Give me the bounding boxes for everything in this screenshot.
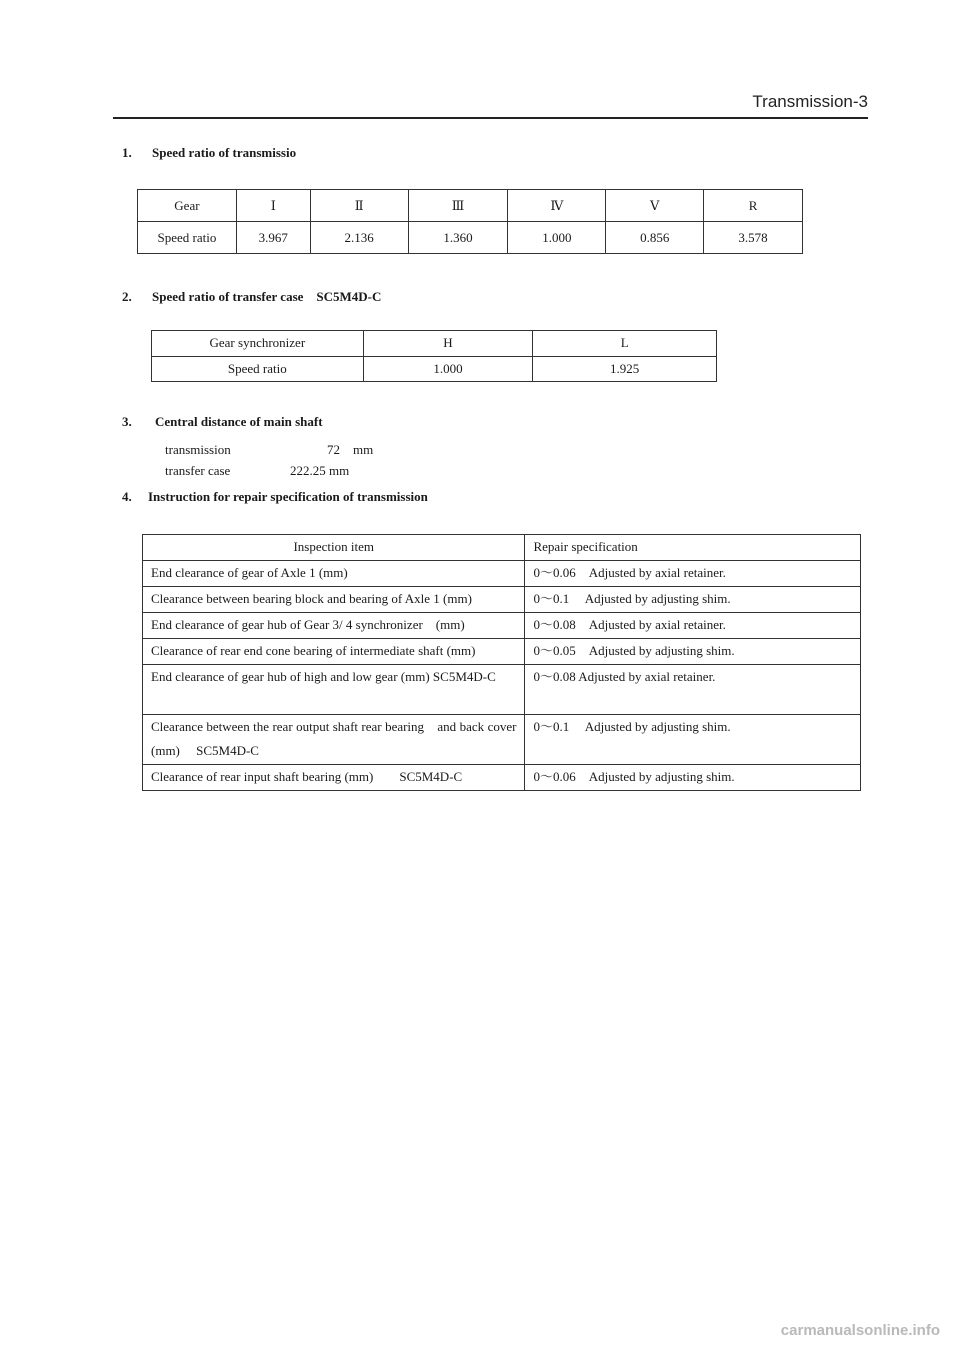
section-4-title: Instruction for repair specification of transmission — [148, 489, 428, 504]
section-2-heading — [122, 286, 381, 305]
distance-value: 222.25 mm — [290, 463, 350, 478]
repair-spec-cell: 0～0.08 Adjusted by axial retainer. — [525, 665, 861, 715]
distance-label: transmission — [165, 442, 231, 457]
section-3-number: 3. — [122, 414, 132, 429]
header-rule — [113, 117, 868, 119]
section-1-number: 1. — [122, 145, 132, 160]
column-header-inspection-item: Inspection item — [143, 535, 525, 561]
repair-spec-cell: 0～0.08 Adjusted by axial retainer. — [525, 613, 861, 639]
inspection-item-cell: Clearance between bearing block and bearing of Axle 1 (mm) — [143, 587, 525, 613]
repair-spec-cell: 0～0.06 Adjusted by axial retainer. — [525, 561, 861, 587]
repair-spec-cell: 0～0.05 Adjusted by adjusting shim. — [525, 639, 861, 665]
speed-ratio-row-label: Speed ratio — [138, 222, 237, 254]
inspection-item-cell: End clearance of gear hub of Gear 3/ 4 synchronizer (mm) — [143, 613, 525, 639]
ratio-cell: 1.000 — [508, 222, 606, 254]
distance-label: transfer case — [165, 463, 231, 478]
table-row — [143, 715, 861, 765]
transmission-ratio-table — [137, 189, 803, 254]
speed-ratio-row — [152, 356, 717, 382]
speed-ratio-row — [138, 222, 803, 254]
page-header-title: Transmission-3 — [752, 92, 868, 111]
gear-cell: Ⅲ — [408, 190, 508, 222]
repair-spec-table — [142, 534, 861, 791]
ratio-cell: 3.578 — [704, 222, 803, 254]
repair-spec-cell: 0～0.06 Adjusted by adjusting shim. — [525, 765, 861, 791]
table-row — [143, 587, 861, 613]
table-row — [143, 639, 861, 665]
gear-row-label: Gear — [138, 190, 237, 222]
table-row — [143, 613, 861, 639]
ratio-cell: 3.967 — [236, 222, 310, 254]
section-2-number: 2. — [122, 289, 132, 304]
gear-cell: H — [363, 331, 533, 357]
distance-item-transfer-case — [165, 463, 349, 479]
ratio-cell: 1.925 — [533, 356, 717, 382]
ratio-cell: 2.136 — [310, 222, 408, 254]
section-3-title: Central distance of main shaft — [155, 414, 323, 429]
section-4-heading — [122, 489, 428, 505]
watermark-text: carmanualsonline.info — [780, 1322, 940, 1339]
gear-cell: R — [704, 190, 803, 222]
column-header-repair-specification: Repair specification — [525, 535, 861, 561]
inspection-item-cell: Clearance of rear input shaft bearing (mm) SC5M4D-C — [143, 765, 525, 791]
ratio-cell: 0.856 — [606, 222, 704, 254]
inspection-item-cell: Clearance between the rear output shaft rear bearing and back cover (mm) SC5M4D-C — [143, 715, 525, 765]
transfer-case-ratio-table — [151, 330, 717, 382]
inspection-item-cell: End clearance of gear of Axle 1 (mm) — [143, 561, 525, 587]
ratio-cell: 1.360 — [408, 222, 508, 254]
gear-cell: Ⅳ — [508, 190, 606, 222]
section-1-title: Speed ratio of transmissio — [152, 145, 297, 160]
section-1-heading — [122, 145, 296, 161]
table-row — [143, 765, 861, 791]
synchronizer-row — [152, 331, 717, 357]
inspection-item-cell: End clearance of gear hub of high and low gear (mm) SC5M4D-C — [143, 665, 525, 715]
repair-spec-cell: 0～0.1 Adjusted by adjusting shim. — [525, 587, 861, 613]
section-4-number: 4. — [122, 489, 132, 504]
table-header-row — [143, 535, 861, 561]
speed-ratio-row-label: Speed ratio — [152, 356, 364, 382]
gear-cell: Ⅰ — [236, 190, 310, 222]
inspection-item-cell: Clearance of rear end cone bearing of intermediate shaft (mm) — [143, 639, 525, 665]
section-2-title: Speed ratio of transfer case SC5M4D-C — [152, 289, 382, 304]
table-row — [143, 665, 861, 715]
table-row — [143, 561, 861, 587]
gear-cell: L — [533, 331, 717, 357]
repair-spec-cell: 0～0.1 Adjusted by adjusting shim. — [525, 715, 861, 765]
distance-value: 72 mm — [327, 442, 374, 457]
distance-item-transmission — [165, 439, 373, 458]
gear-row — [138, 190, 803, 222]
ratio-cell: 1.000 — [363, 356, 533, 382]
gear-cell: Ⅱ — [310, 190, 408, 222]
synchronizer-row-label: Gear synchronizer — [152, 331, 364, 357]
section-3-heading — [122, 414, 323, 430]
gear-cell: Ⅴ — [606, 190, 704, 222]
